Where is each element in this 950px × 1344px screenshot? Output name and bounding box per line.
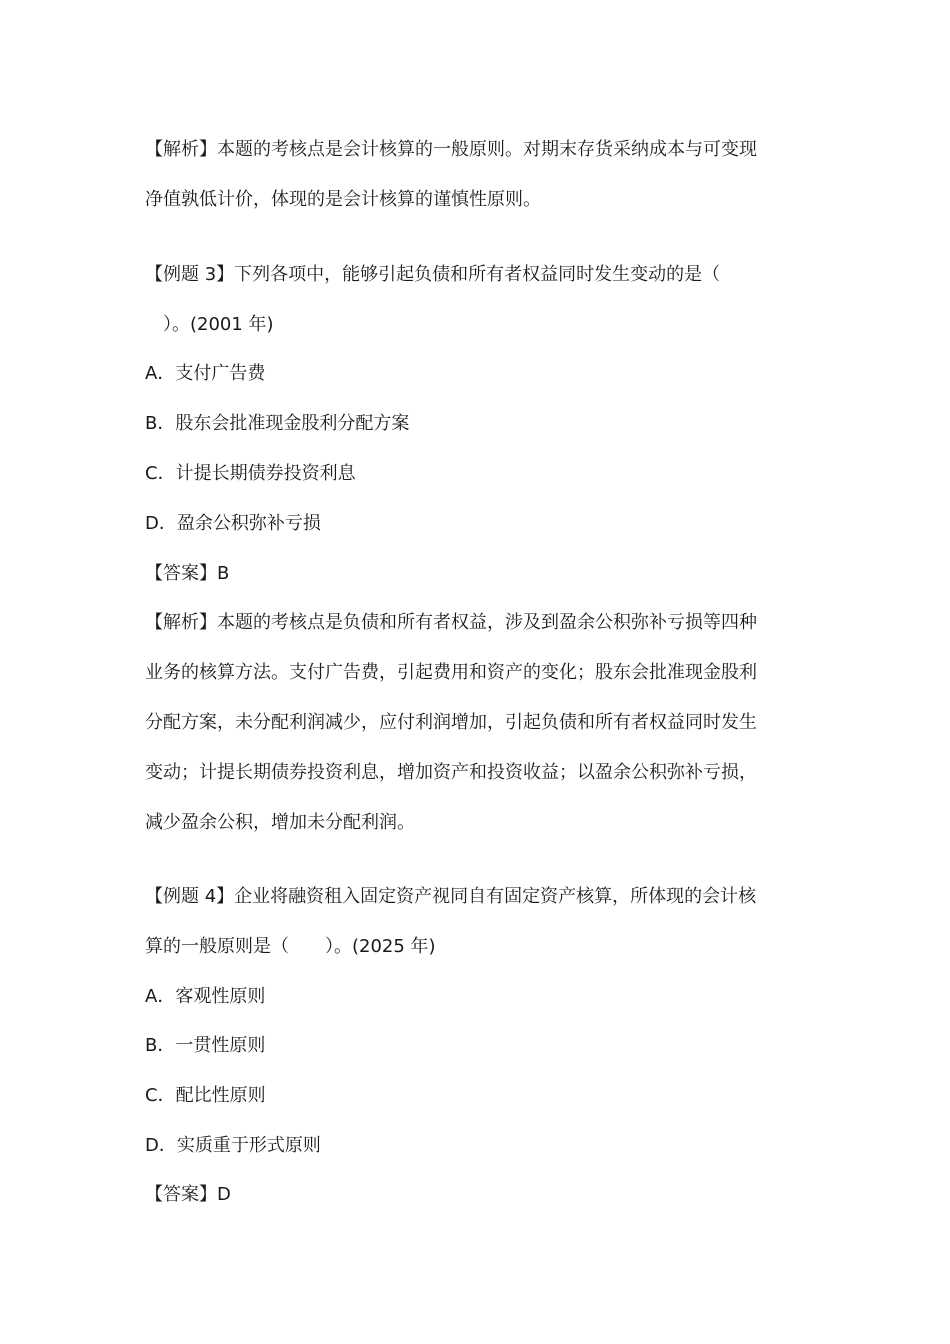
example-3-question-line-2: ）。(2001 年) (145, 314, 274, 335)
example-4-question-line-2: 算的一般原则是（ ）。(2025 年) (145, 936, 436, 957)
example-3-answer: 【答案】B (145, 563, 230, 584)
analysis-3-line-1: 【解析】本题的考核点是负债和所有者权益，涉及到盈余公积弥补亏损等四种 (145, 612, 757, 633)
example-3-option-a: A．支付广告费 (145, 363, 266, 384)
example-3-option-d: D．盈余公积弥补亏损 (145, 513, 321, 534)
example-4-option-a: A．客观性原则 (145, 986, 266, 1007)
example-3-option-c: C．计提长期债券投资利息 (145, 463, 356, 484)
analysis-3-line-4: 变动；计提长期债券投资利息，增加资产和投资收益；以盈余公积弥补亏损， (145, 762, 757, 783)
analysis-3-line-2: 业务的核算方法。支付广告费，引起费用和资产的变化；股东会批准现金股利 (145, 662, 757, 683)
example-3-question-line-1: 【例题 3】下列各项中，能够引起负债和所有者权益同时发生变动的是（ (145, 264, 721, 285)
analysis-3-line-3: 分配方案，未分配利润减少，应付利润增加，引起负债和所有者权益同时发生 (145, 712, 757, 733)
example-4-option-d: D．实质重于形式原则 (145, 1135, 321, 1156)
example-4-answer: 【答案】D (145, 1184, 231, 1205)
analysis-3-line-5: 减少盈余公积，增加未分配利润。 (145, 812, 415, 833)
example-4-option-c: C．配比性原则 (145, 1085, 266, 1106)
example-4-option-b: B．一贯性原则 (145, 1035, 266, 1056)
example-4-question-line-1: 【例题 4】企业将融资租入固定资产视同自有固定资产核算，所体现的会计核 (145, 886, 757, 907)
analysis-1-line-2: 净值孰低计价，体现的是会计核算的谨慎性原则。 (145, 189, 541, 210)
example-3-option-b: B．股东会批准现金股利分配方案 (145, 413, 410, 434)
analysis-1-line-1: 【解析】本题的考核点是会计核算的一般原则。对期末存货采纳成本与可变现 (145, 139, 757, 160)
